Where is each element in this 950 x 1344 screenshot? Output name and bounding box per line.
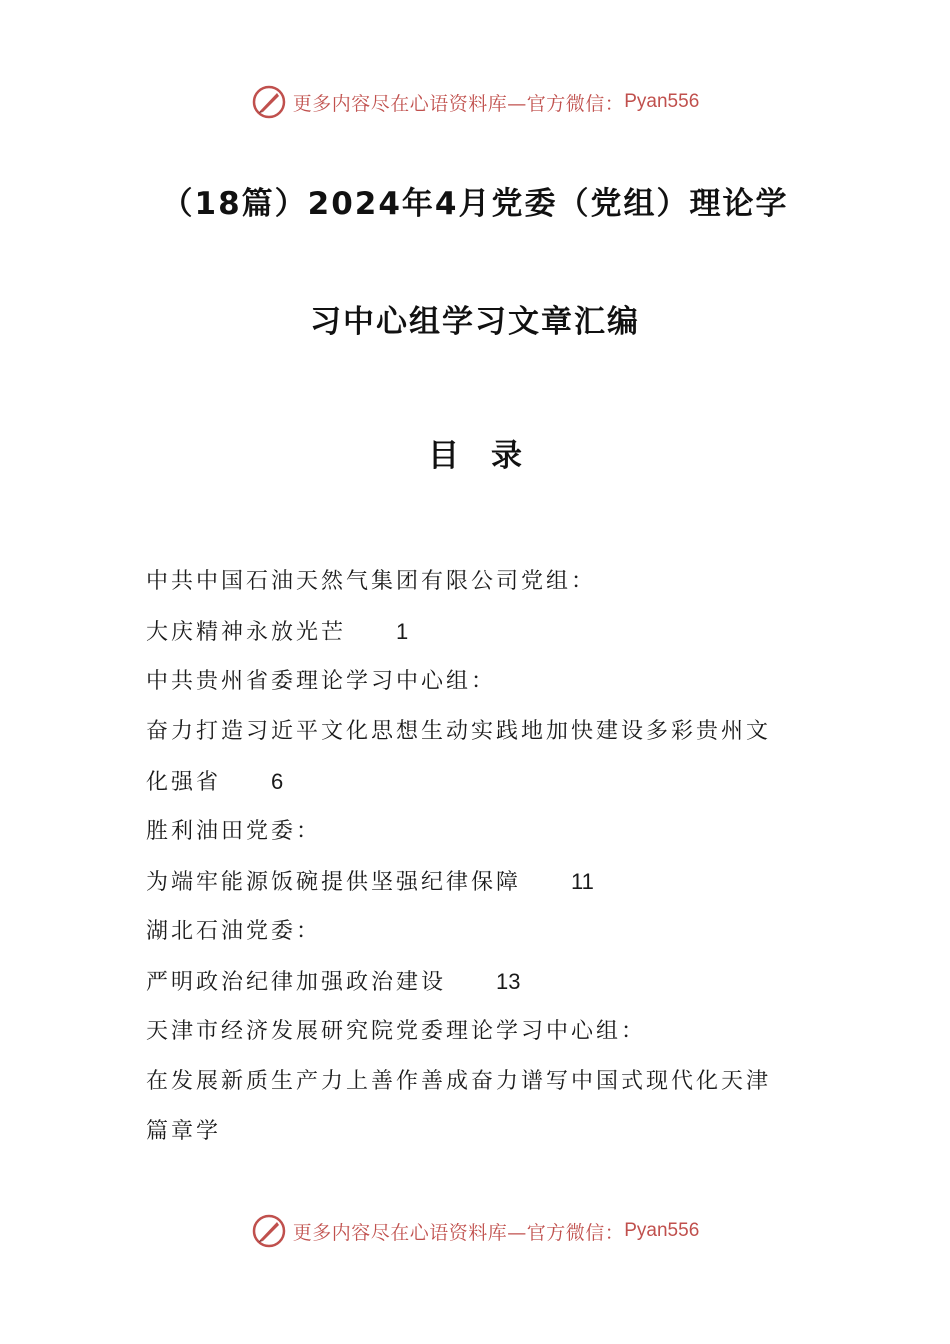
watermark-handle: Pyan556 [624,1220,700,1241]
toc-entry-text: 奋力打造习近平文化思想生动实践地加快建设多彩贵州文 [146,719,772,744]
watermark-handle: Pyan556 [624,91,700,112]
toc-line [146,612,816,662]
toc-line [146,912,816,962]
toc-page-number: 13 [496,969,521,994]
toc-entry-text: 胜利油田党委： [146,819,322,844]
toc-entry-text: 篇章学 [146,1119,222,1144]
toc-entry-text: 中共贵州省委理论学习中心组： [146,669,497,694]
document-title-line-1: （18篇）2024年4月党委（党组）理论学 [161,186,789,222]
toc-line [146,1062,816,1112]
toc-page-number: 6 [271,769,284,794]
toc-page-number: 1 [396,619,409,644]
toc-line [146,662,816,712]
toc-heading: 目录 [428,438,554,474]
watermark-text: 更多内容尽在心语资料库—官方微信： [292,92,625,115]
toc-line [146,862,816,912]
toc-line [146,762,816,812]
toc-entry-text: 天津市经济发展研究院党委理论学习中心组： [146,1019,647,1044]
toc-page-number: 11 [571,869,594,894]
quill-logo-icon [251,1213,287,1249]
toc-line [146,962,816,1012]
toc-line [146,812,816,862]
toc-entry-text: 湖北石油党委： [146,919,322,944]
toc-line [146,1112,816,1162]
toc-entry-text: 严明政治纪律加强政治建设 [146,970,447,995]
watermark-text: 更多内容尽在心语资料库—官方微信： [292,1221,625,1244]
toc-entry-text: 在发展新质生产力上善作善成奋力谱写中国式现代化天津 [146,1069,772,1094]
watermark-banner-top [0,80,950,124]
toc-entry-text: 中共中国石油天然气集团有限公司党组： [146,569,597,594]
toc-line [146,562,816,612]
watermark-banner-bottom [0,1209,950,1253]
toc-entry-text: 大庆精神永放光芒 [146,620,347,645]
table-of-contents [146,562,816,1162]
document-title-line-2: 习中心组学习文章汇编 [310,304,640,340]
toc-line [146,1012,816,1062]
toc-entry-text: 化强省 [146,770,222,795]
quill-logo-icon [251,84,287,120]
toc-line [146,712,816,762]
toc-entry-text: 为端牢能源饭碗提供坚强纪律保障 [146,870,522,895]
